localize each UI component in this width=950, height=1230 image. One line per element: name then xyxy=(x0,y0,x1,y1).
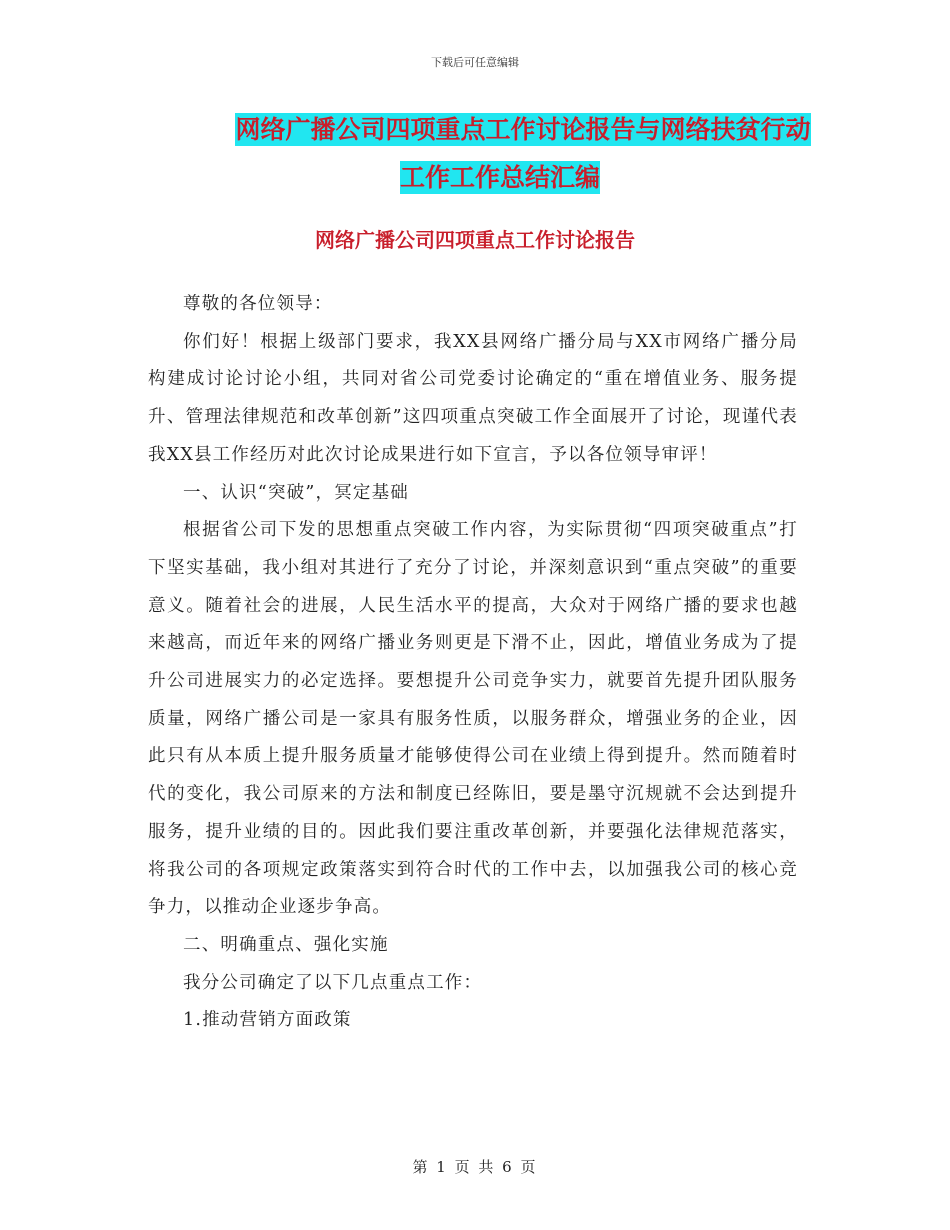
document-title-line-2 xyxy=(150,154,850,202)
document-title-line-1 xyxy=(150,106,850,154)
heading-two: 二、明确重点、强化实施 xyxy=(183,934,389,955)
title-line-1-text: 网络广播公司四项重点工作讨论报告与网络扶贫行动 xyxy=(235,115,811,144)
paragraph-intro: 你们好！根据上级部门要求，我XX县网络广播分局与XX市网络广播分局构建成讨论讨论小组，共同对省公司党委讨论确定的“重在增值业务、服务提升、管理法律规范和改革创新”这四项重点突破工作全面展开了讨论，现谨代表我XX县工作经历对此次讨论成果进行如下宣言，予以各位领导审评！ xyxy=(148,331,798,465)
header-note: 下载后可任意编辑 xyxy=(431,56,519,69)
heading-one: 一、认识“突破”，冥定基础 xyxy=(183,482,409,503)
body-text xyxy=(148,286,798,1040)
paragraph-two: 我分公司确定了以下几点重点工作： xyxy=(183,972,483,993)
title-line-2-text: 工作工作总结汇编 xyxy=(399,163,600,192)
section-title: 网络广播公司四项重点工作讨论报告 xyxy=(315,228,635,252)
salutation: 尊敬的各位领导： xyxy=(183,294,333,314)
page-footer: 第 1 页 共 6 页 xyxy=(412,1158,538,1176)
document-title xyxy=(150,106,850,202)
list-item-one: 1.推动营销方面政策 xyxy=(183,1010,352,1031)
paragraph-one: 根据省公司下发的思想重点突破工作内容，为实际贯彻“四项突破重点”打下坚实基础，我小组对其进行了充分了讨论，并深刻意识到“重点突破”的重要意义。随着社会的进展，人民生活水平的提高，大众对于网络广播的要求也越来越高，而近年来的网络广播业务则更是下滑不止，因此，增值业务成为了提升公司进展实力的必定选择。要想提升公司竞争实力，就要首先提升团队服务质量，网络广播公司是一家具有服务性质，以服务群众，增强业务的企业，因此只有从本质上提升服务质量才能够使得公司在业绩上得到提升。然而随着时代的变化，我公司原来的方法和制度已经陈旧，要是墨守沉规就不会达到提升服务，提升业绩的目的。因此我们要注重改革创新，并要强化法律规范落实，将我公司的各项规定政策落实到符合时代的工作中去，以加强我公司的核心竞争力，以推动企业逐步争高。 xyxy=(148,520,798,918)
